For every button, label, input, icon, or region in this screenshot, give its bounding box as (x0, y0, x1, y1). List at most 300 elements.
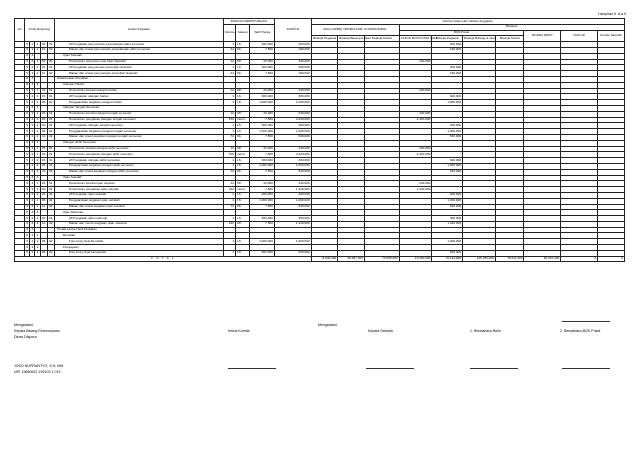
budget-table (14, 18, 625, 262)
tarif-cell: 20.000 (250, 111, 275, 117)
volume-cell: 1 (223, 94, 235, 100)
date-line (562, 321, 610, 322)
kode-cell: 8 (26, 105, 29, 110)
volume-cell: 12 (223, 111, 235, 117)
kode-cell: 3 (31, 82, 34, 87)
header-volume: Volume (223, 24, 235, 41)
volume-cell: 1 (223, 192, 235, 198)
jumlah-cell: 1.000.000 (274, 163, 311, 169)
volume-cell: 1 (223, 42, 235, 48)
kode-cell: 02 (49, 128, 53, 133)
kode-cell: 2 (31, 151, 34, 156)
amount-cell: 4.320.000 (399, 152, 432, 158)
volume-cell: 24 (223, 71, 235, 77)
kode-cell: 2 (36, 64, 39, 69)
jumlah-cell: 200.000 (274, 42, 311, 48)
left-title-1: Mengetahui, (14, 323, 34, 327)
kode-cell: 06 (41, 238, 46, 243)
total-value: 50.947.200 (524, 256, 561, 262)
kode-cell: 01 (49, 151, 53, 156)
kode-cell: 8 (26, 82, 29, 87)
kode-cell: 5 (26, 169, 29, 174)
kode-cell: 5 (26, 180, 29, 185)
signature-left-name-block (14, 363, 63, 375)
kode-cell: 2 (36, 163, 39, 168)
uraian-cell: Foto Copy Soal pengayaan (54, 250, 223, 256)
kode-cell: 2 (31, 64, 34, 69)
kode-cell: 01 (41, 151, 46, 156)
tarif-cell: 1.000.000 (250, 163, 275, 169)
jumlah-cell: 540.000 (274, 169, 311, 175)
satuan-cell: LS (235, 192, 249, 198)
uraian-cell: Honorarium koreksi ulangan tengah semester (54, 111, 223, 117)
kode-cell: 01 (49, 93, 53, 98)
header-jumlah: JUMLAH (274, 19, 311, 42)
kode-cell: 01 (49, 88, 53, 93)
kode-cell: 02 (49, 198, 53, 203)
kode-cell: 02 (49, 204, 53, 208)
uraian-cell: Ujian Nasional (54, 210, 223, 216)
kode-cell: 2 (31, 186, 34, 191)
kode-cell: 06 (41, 250, 46, 255)
volume-cell: 192 (223, 187, 235, 193)
kode-cell: 8 (26, 175, 29, 180)
kode-cell: 2 (31, 238, 34, 243)
header-no: No (15, 19, 25, 42)
total-value: 69.097.200 (338, 256, 365, 262)
uraian-cell: ATK kegiatan ulangan tengah semester (54, 123, 223, 129)
uraian-cell: Makan dan snack kegiatan ulangan tengah semester (54, 134, 223, 140)
uraian-cell: Remidial (54, 233, 223, 239)
kode-cell: 5 (26, 99, 29, 104)
amount-cell: 300.000 (432, 216, 463, 222)
volume-cell: 1 (223, 250, 235, 256)
kode-cell: 2 (36, 47, 39, 52)
kode-cell: 4 (31, 227, 34, 232)
kode-cell: 2 (36, 128, 39, 133)
header-kode-rekening: Kode Rekening (25, 19, 55, 42)
kode-cell: 01 (41, 192, 46, 197)
kode-cell: 02 (49, 163, 53, 168)
satuan-cell: OK (235, 181, 249, 187)
kode-cell: 8 (26, 53, 29, 58)
kode-cell: 01 (41, 215, 46, 220)
tarif-cell: 20.000 (250, 146, 275, 152)
header-bos-belanja-modal: Belanja Modal (495, 36, 524, 42)
kode-cell: 2 (36, 93, 39, 98)
uraian-cell: ATK kegiatan penyusunan soal Ujian Sekolah (54, 65, 223, 71)
header-saldo: SALDO BOS PUSAT 2013 (400, 35, 438, 40)
header-belanja-modal: Belanja Modal (364, 36, 399, 42)
uraian-cell: Honorarium koreksi ulangan harian (54, 88, 223, 94)
kode-cell: 5 (26, 250, 29, 255)
kode-cell: 1 (36, 59, 39, 64)
kode-cell: 01 (41, 122, 46, 127)
kode-cell: 5 (26, 151, 29, 156)
kode-cell: 1 (36, 82, 39, 87)
kode-cell: 5 (26, 192, 29, 197)
signature-line-komite (228, 368, 276, 369)
header-bos-pusat: BOS Pusat (399, 30, 524, 36)
satuan-cell: OK (235, 146, 249, 152)
kode-cell: 01 (49, 157, 53, 162)
kode-cell: 06 (41, 163, 46, 168)
tarif-cell: 7.500 (250, 71, 275, 77)
satuan-cell: LS (235, 129, 249, 135)
jumlah-cell: 500.000 (274, 250, 311, 256)
jumlah-cell: 1.000.000 (274, 100, 311, 106)
kode-cell: 5 (26, 117, 29, 122)
header-bos-belanja-pegawai: Belanja Pegawai (432, 36, 463, 42)
kode-cell: 02 (49, 134, 53, 139)
jumlah-cell: 4.320.000 (274, 117, 311, 123)
kode-cell: 2 (36, 70, 39, 75)
amount-cell: 1.000.000 (432, 129, 463, 135)
amount-cell: 200.000 (432, 42, 463, 48)
jumlah-cell: 1.440.000 (274, 187, 311, 193)
kode-cell: 5 (26, 221, 29, 226)
uraian-cell: ATK kegiatan ujian nasional (54, 216, 223, 222)
satuan-cell: LS (235, 250, 249, 256)
satuan-cell: LS (235, 65, 249, 71)
signature-komite: Ketua Komite (228, 329, 250, 333)
kode-cell: 2 (31, 93, 34, 98)
tarif-cell: 1.000.000 (250, 198, 275, 204)
tarif-cell: 300.000 (250, 123, 275, 129)
table-header (15, 19, 625, 42)
kode-cell: 4 (36, 175, 39, 180)
kode-cell: 8 (26, 140, 29, 145)
jumlah-cell: 300.000 (274, 94, 311, 100)
amount-cell: 1.000.000 (432, 239, 463, 245)
jumlah-cell: 180.000 (274, 47, 311, 53)
amount-cell: 540.000 (432, 204, 463, 210)
total-label: T O T A L (15, 256, 312, 262)
kode-cell: 02 (49, 47, 53, 52)
kode-cell: 8 (26, 244, 29, 249)
satuan-cell: OK (235, 88, 249, 94)
jumlah-cell: 300.000 (274, 123, 311, 129)
kode-cell: 2 (31, 146, 34, 151)
jumlah-cell: 180.000 (274, 71, 311, 77)
amount-cell: 300.000 (432, 123, 463, 129)
kode-cell: 2 (31, 221, 34, 226)
volume-cell: 1 (223, 163, 235, 169)
tarif-cell: 7.500 (250, 169, 275, 175)
kode-cell: 3 (31, 76, 34, 81)
kode-cell: 1 (36, 88, 39, 93)
uraian-cell: Penggandaan kegiatan ulangan harian (54, 100, 223, 106)
header-tarif: Tarif/ Harga (250, 24, 275, 41)
amount-cell: 300.000 (432, 158, 463, 164)
uraian-cell: Honorarium pengawas ujian sekolah (54, 187, 223, 193)
satuan-cell: OK (235, 111, 249, 117)
kode-cell: 11 (42, 169, 46, 174)
kode-cell: 5 (26, 128, 29, 133)
uraian-cell: Honorarium pengawas ulangan tengah semester (54, 117, 223, 123)
kode-cell: 02 (49, 169, 53, 174)
volume-cell: 12 (223, 146, 235, 152)
kode-cell: 2 (36, 192, 39, 197)
tarif-cell: 20.000 (250, 181, 275, 187)
kode-cell: 3 (31, 209, 34, 214)
signature-line-bendahara-bos (562, 368, 610, 369)
kode-cell: 5 (26, 59, 29, 64)
kode-cell: 5 (26, 163, 29, 168)
kode-cell: 5 (26, 238, 29, 243)
satuan-cell: LS (235, 123, 249, 129)
amount-cell: 200.000 (432, 192, 463, 198)
left-name: JOKO NUPRANTYO, S.H, MM (14, 364, 64, 368)
kode-cell: 2 (36, 157, 39, 162)
kode-cell: 02 (49, 250, 53, 255)
jumlah-cell: 540.000 (274, 204, 311, 210)
kode-cell: 5 (26, 198, 29, 203)
jumlah-cell: 4.320.000 (274, 152, 311, 158)
kode-cell: 2 (36, 250, 39, 255)
kode-cell: 11 (42, 47, 46, 52)
volume-cell: 1 (223, 158, 235, 164)
header-belanja-barang: Belanja Barang & Jasa (339, 35, 371, 40)
uraian-cell: ATK kegiatan penyusunan soal ulangan akhir semester (54, 42, 223, 48)
kode-cell: 01 (41, 93, 46, 98)
uraian-cell: Ulangan Tengah Semester (54, 105, 223, 111)
amount-cell: 540.000 (432, 169, 463, 175)
uraian-cell: Penggandaan kegiatan ulangan akhir semester (54, 163, 223, 169)
uraian-cell: Honorarium koreksi ujian sekolah (54, 181, 223, 187)
kode-cell: 01 (49, 59, 53, 64)
jumlah-cell: 300.000 (274, 158, 311, 164)
satuan-cell: Ok (235, 47, 249, 53)
uraian-cell: Foto Copy Soal Remidial (54, 239, 223, 245)
kode-cell: 1 (36, 180, 39, 185)
jumlah-cell: 540.000 (274, 134, 311, 140)
kode-cell: 2 (31, 180, 34, 185)
volume-cell: 12 (223, 88, 235, 94)
kode-cell: 02 (49, 221, 53, 226)
amount-cell: 240.000 (399, 88, 432, 94)
kode-cell: 8 (26, 227, 29, 232)
kode-cell: 2 (31, 215, 34, 220)
kode-cell: 5 (26, 215, 29, 220)
uraian-cell: Penggandaan kegiatan ulangan tengah semester (54, 129, 223, 135)
amount-cell: 180.000 (432, 47, 463, 53)
kode-cell: 4 (31, 53, 34, 58)
uraian-cell: Ulangan Harian (54, 82, 223, 88)
tarif-cell: 200.000 (250, 192, 275, 198)
satuan-cell: Ok (235, 169, 249, 175)
kode-cell: 5 (26, 122, 29, 127)
jumlah-cell: 1.000.000 (274, 239, 311, 245)
kode-cell: 3 (31, 175, 34, 180)
amount-cell: 500.000 (432, 250, 463, 256)
kode-cell: 01 (49, 111, 53, 116)
tarif-cell: 300.000 (250, 158, 275, 164)
satuan-cell: Ok (235, 71, 249, 77)
kode-cell: 2 (36, 238, 39, 243)
volume-cell: 1 (223, 123, 235, 129)
amount-cell: 1.440.000 (432, 221, 463, 227)
volume-cell: 1 (223, 65, 235, 71)
volume-cell: 1 (223, 129, 235, 135)
satuan-cell: LS (235, 94, 249, 100)
amount-cell: 300.000 (432, 94, 463, 100)
jumlah-cell: 1.000.000 (274, 129, 311, 135)
tarif-cell: 1.000.000 (250, 129, 275, 135)
volume-cell: 12 (223, 181, 235, 187)
kode-cell: 06 (41, 99, 46, 104)
kode-cell: 11 (42, 204, 46, 208)
total-value: 13.500.000 (399, 256, 432, 262)
total-value: 8.940.000 (311, 256, 338, 262)
tarif-cell: 7.500 (250, 152, 275, 158)
kode-cell: 2 (36, 122, 39, 127)
amount-cell: 1.440.000 (399, 187, 432, 193)
kode-cell: 5 (26, 146, 29, 151)
volume-cell: 1 (223, 239, 235, 245)
tarif-cell: 7.500 (250, 134, 275, 140)
uraian-cell: Ujian Sekolah (54, 53, 223, 59)
satuan-cell: LS (235, 100, 249, 106)
volume-cell: 72 (223, 134, 235, 140)
left-title-3: Dinas Dikpora (14, 335, 37, 339)
amount-cell: 240.000 (399, 59, 432, 65)
tarif-cell: 20.000 (250, 88, 275, 94)
header-satuan: Satuan (235, 24, 249, 41)
amount-cell: 540.000 (432, 134, 463, 140)
jumlah-cell: 240.000 (274, 88, 311, 94)
kode-cell: 2 (31, 59, 34, 64)
kode-cell: 01 (41, 146, 46, 151)
kode-cell: 06 (41, 128, 46, 133)
uraian-cell: ATK kegiatan ujian sekolah (54, 192, 223, 198)
uraian-cell: Tindak Lanjut Hasil Penilaian (54, 227, 223, 233)
volume-cell: 1 (223, 216, 235, 222)
uraian-cell: Pengayaan (54, 245, 223, 251)
kode-cell: 01 (49, 192, 53, 197)
kode-cell: 4 (31, 232, 34, 237)
uraian-cell: Makan dan snack penyusunan soal Ujian Sekolah (54, 71, 223, 77)
kode-cell: 01 (41, 41, 46, 46)
table-body (15, 42, 625, 256)
amount-cell: 4.320.000 (399, 117, 432, 123)
kode-cell: 02 (49, 238, 53, 243)
volume-cell: 576 (223, 152, 235, 158)
kode-cell: 5 (36, 209, 39, 214)
kode-cell: 2 (31, 99, 34, 104)
kode-cell: 5 (26, 111, 29, 116)
kode-cell: 3 (31, 105, 34, 110)
uraian-cell: Makan dan snack kegiatan ulangan akhir semester (54, 169, 223, 175)
kode-cell: 5 (26, 134, 29, 139)
signature-bendahara-bos: 2. Bendahara BOS Pusat (560, 329, 601, 333)
total-value: 73.500.000 (364, 256, 399, 262)
kode-cell: 2 (31, 122, 34, 127)
kode-cell: 2 (31, 128, 34, 133)
kode-cell: 02 (49, 99, 53, 104)
kode-cell: 2 (36, 244, 39, 249)
jumlah-cell: 200.000 (274, 192, 311, 198)
satuan-cell: menit (235, 152, 249, 158)
kode-cell: 01 (49, 186, 53, 191)
jumlah-cell: 1.000.000 (274, 198, 311, 204)
kode-cell: 2 (31, 117, 34, 122)
kode-cell: 2 (31, 111, 34, 116)
satuan-cell: OK (235, 59, 249, 65)
kode-cell: 01 (41, 111, 46, 116)
kode-cell: 2 (31, 163, 34, 168)
kode-cell: 06 (41, 198, 46, 203)
kode-cell: 4 (31, 244, 34, 249)
uraian-cell: ATK kegiatan ulangan harian (54, 94, 223, 100)
volume-cell: 1 (223, 100, 235, 106)
total-value: 76.811.900 (495, 256, 524, 262)
volume-cell: 12 (223, 59, 235, 65)
kode-cell: 01 (41, 117, 46, 122)
tarif-cell: 300.000 (250, 94, 275, 100)
kode-cell: 5 (26, 204, 29, 208)
satuan-cell: OK (235, 221, 249, 227)
satuan-cell: menit (235, 117, 249, 123)
volume-cell: 192 (223, 221, 235, 227)
satuan-cell: LS (235, 239, 249, 245)
kode-cell: 3 (36, 140, 39, 145)
amount-cell: 180.000 (432, 71, 463, 77)
uraian-cell: Makan dan snack kegiatan ujian sekolah (54, 204, 223, 210)
kode-cell: 01 (41, 180, 46, 185)
volume-cell: 24 (223, 47, 235, 53)
tarif-cell: 1.000.000 (250, 239, 275, 245)
kode-cell: 2 (31, 47, 34, 52)
uraian-cell: Pelaksanaan Penilaian (54, 76, 223, 82)
kode-cell: 11 (42, 70, 46, 75)
signature-mid-title: Mengetahui, (318, 323, 338, 327)
volume-cell: 72 (223, 169, 235, 175)
header-belanja-pegawai: Belanja Pegawai (312, 35, 337, 40)
jumlah-cell: 300.000 (274, 65, 311, 71)
kode-cell: 5 (26, 186, 29, 191)
tarif-cell: 500.000 (250, 250, 275, 256)
tarif-cell: 200.000 (250, 42, 275, 48)
kode-cell: 5 (26, 157, 29, 162)
header-rutin: Rutin (APBD) / BOSDA KAB. GUNUNGKIDUL (311, 24, 399, 36)
uraian-cell: Penggandaan kegiatan ujian sekolah (54, 198, 223, 204)
kode-cell: 2 (31, 134, 34, 139)
left-title-2: Kepala Bidang Perencanaan (14, 329, 60, 333)
satuan-cell: Ok (235, 204, 249, 210)
kode-cell: 2 (31, 157, 34, 162)
kode-cell: 2 (31, 192, 34, 197)
header-komite: Komite Sekolah (598, 30, 625, 42)
kode-cell: 1 (36, 151, 39, 156)
volume-cell: 72 (223, 204, 235, 210)
kode-cell: 2 (36, 134, 39, 139)
signature-bendahara-rutin: 1. Bendahara Rutin (470, 329, 501, 333)
tarif-cell: 300.000 (250, 216, 275, 222)
kode-cell: 5 (26, 88, 29, 93)
signature-left (14, 322, 60, 340)
volume-cell: 576 (223, 117, 235, 123)
uraian-cell: Honorarium pengawas ulangan akhir semester (54, 152, 223, 158)
kode-cell: 2 (36, 198, 39, 203)
kode-cell: 2 (31, 198, 34, 203)
satuan-cell: menit (235, 187, 249, 193)
tarif-cell: 300.000 (250, 65, 275, 71)
kode-cell: 01 (49, 180, 53, 185)
uraian-cell: Ujian Sekolah (54, 175, 223, 181)
kode-cell: 2 (36, 41, 39, 46)
uraian-cell: Makan dan minum kegiatan ujian nasional (54, 221, 223, 227)
